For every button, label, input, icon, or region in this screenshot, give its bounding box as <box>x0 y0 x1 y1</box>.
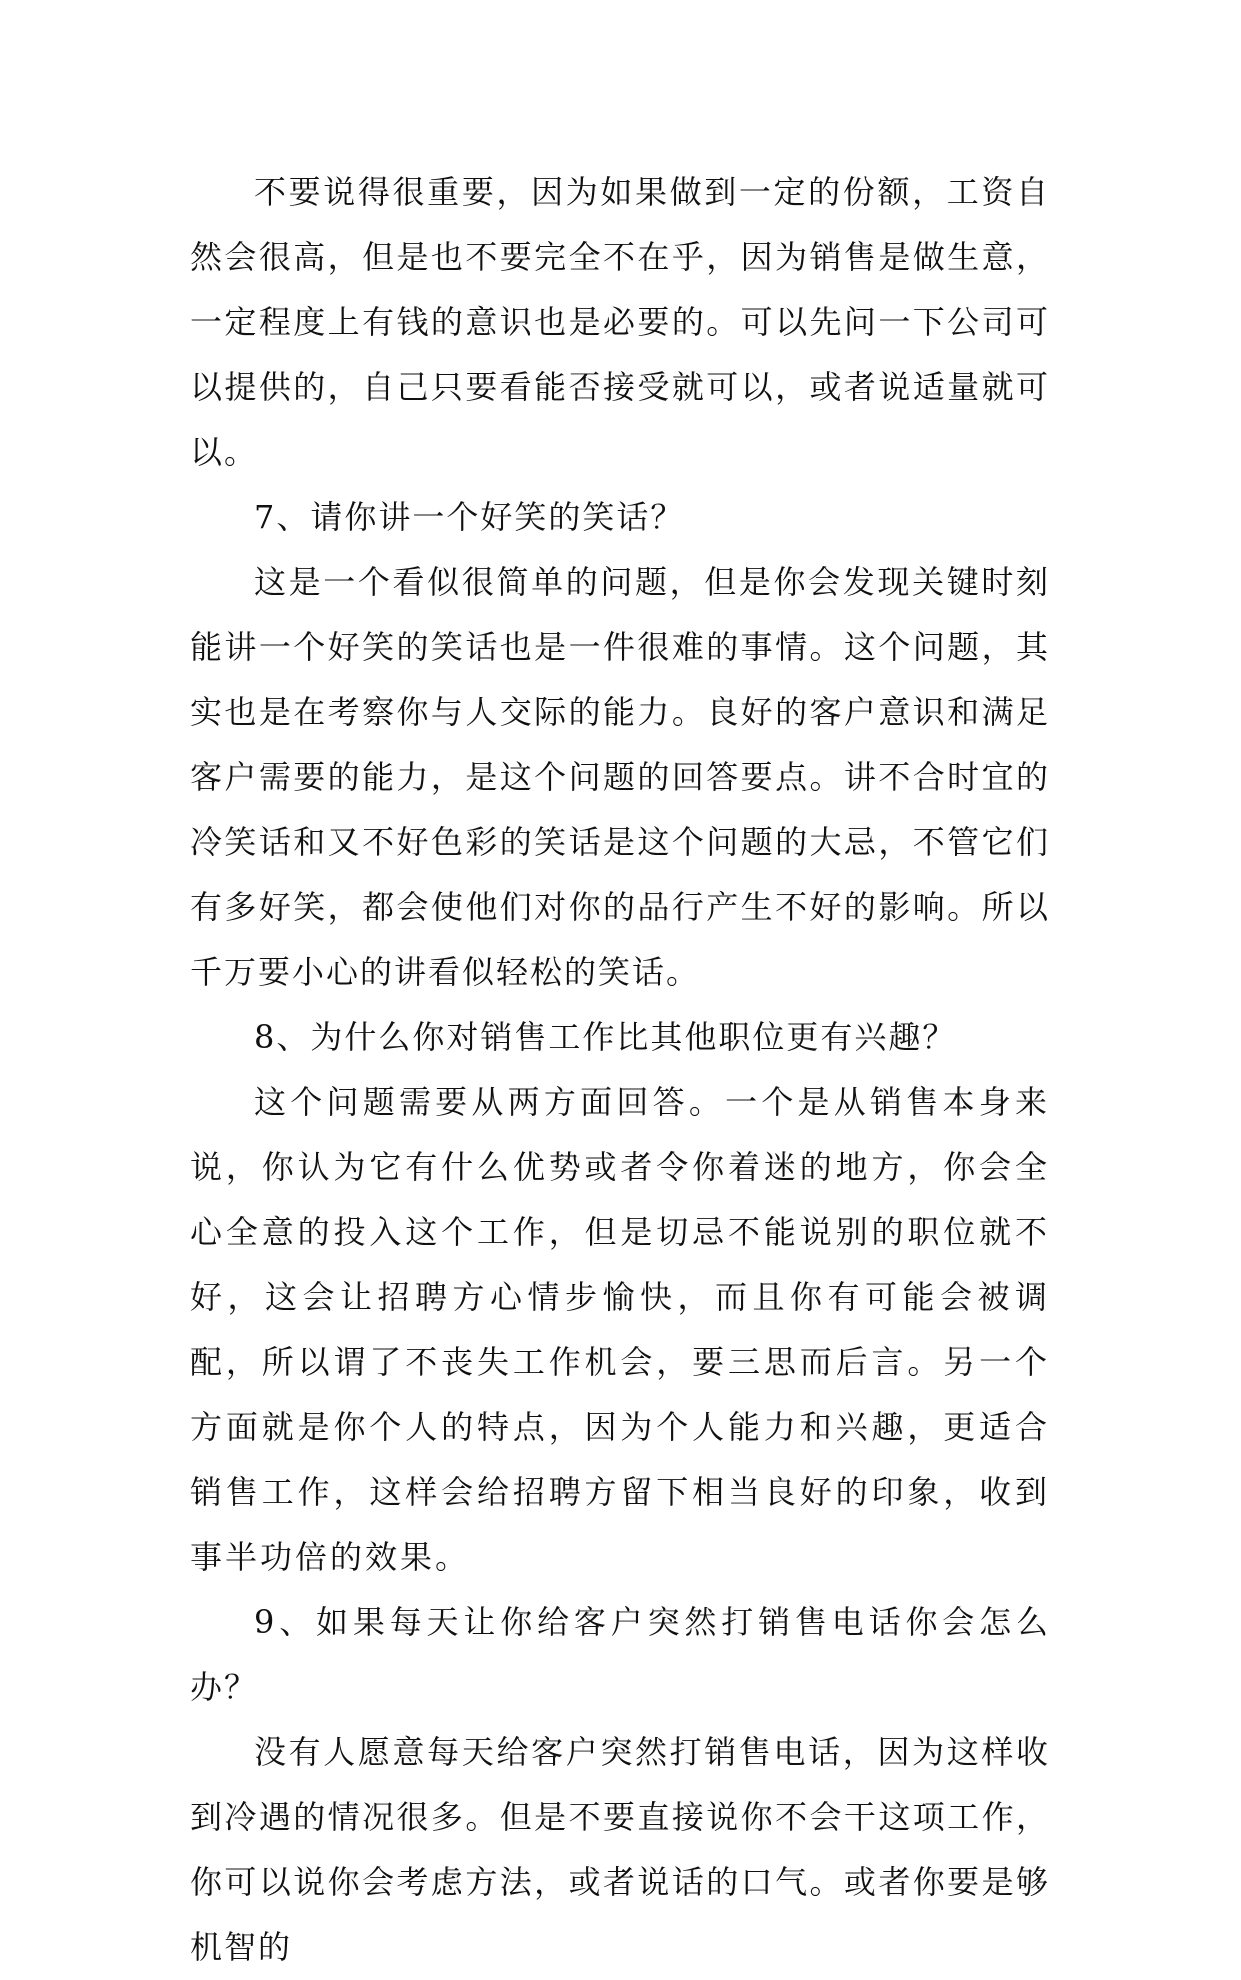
question-9: 9、如果每天让你给客户突然打销售电话你会怎么办？ <box>190 1603 1050 1706</box>
paragraph-joke-answer: 这是一个看似很简单的问题，但是你会发现关键时刻能讲一个好笑的笑话也是一件很难的事情。这个问题，其实也是在考察你与人交际的能力。良好的客户意识和满足客户需要的能力，是这个问题的回答要点。讲不合时宜的冷笑话和又不好色彩的笑话是这个问题的大忌，不管它们有多好笑，都会使他们对你的品行产生不好的影响。所以千万要小心的讲看似轻松的笑话。 <box>190 563 1050 991</box>
question-7: 7、请你讲一个好笑的笑话？ <box>254 498 685 536</box>
question-8: 8、为什么你对销售工作比其他职位更有兴趣？ <box>254 1018 957 1056</box>
document-page <box>190 160 1050 1980</box>
paragraph-cold-call-answer: 没有人愿意每天给客户突然打销售电话，因为这样收到冷遇的情况很多。但是不要直接说你不会干这项工作，你可以说你会考虑方法，或者说话的口气。或者你要是够机智的 <box>190 1733 1050 1966</box>
paragraph-salary-answer: 不要说得很重要，因为如果做到一定的份额，工资自然会很高，但是也不要完全不在乎，因为销售是做生意，一定程度上有钱的意识也是必要的。可以先问一下公司可以提供的，自己只要看能否接受就可以，或者说适量就可以。 <box>190 173 1050 471</box>
paragraph-sales-interest-answer: 这个问题需要从两方面回答。一个是从销售本身来说，你认为它有什么优势或者令你着迷的地方，你会全心全意的投入这个工作，但是切忌不能说别的职位就不好，这会让招聘方心情步愉快，而且你有可能会被调配，所以谓了不丧失工作机会，要三思而后言。另一个方面就是你个人的特点，因为个人能力和兴趣，更适合销售工作，这样会给招聘方留下相当良好的印象，收到事半功倍的效果。 <box>190 1083 1050 1576</box>
